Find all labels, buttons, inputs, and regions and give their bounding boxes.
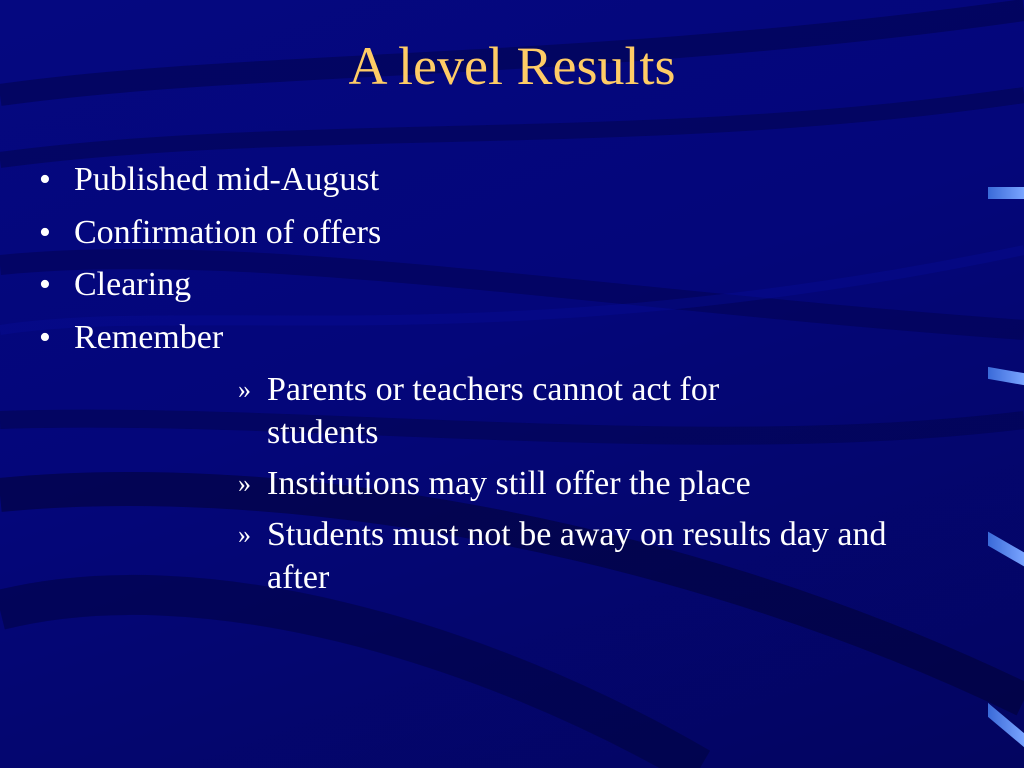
sub-bullet-item (238, 513, 958, 599)
bullet-icon: • (39, 213, 51, 251)
bullet-text: Remember (74, 318, 224, 356)
bullet-item (30, 263, 381, 316)
sub-bullet-text: Parents or teachers cannot act for students (267, 371, 720, 451)
swoosh-2 (0, 95, 1024, 160)
bullet-icon: • (39, 161, 51, 198)
chevron-right-icon: » (238, 375, 251, 404)
bullet-text: Published mid-August (74, 161, 380, 198)
sub-bullet-item (238, 462, 958, 505)
bullet-text: Confirmation of offers (74, 213, 382, 251)
sub-bullet-list (238, 368, 958, 607)
slide-title: A level Results (348, 36, 676, 96)
bullet-item (30, 158, 381, 211)
swoosh-6 (0, 595, 700, 768)
chevron-right-icon: » (238, 469, 251, 498)
sub-bullet-text: Students must not be away on results day and after (267, 516, 887, 596)
bullet-item (30, 316, 381, 369)
bullet-list (30, 158, 381, 368)
accent-tab-1 (988, 187, 1024, 199)
bullet-text: Clearing (74, 266, 192, 303)
sub-bullet-item (238, 368, 958, 454)
bullet-item (30, 211, 381, 264)
sub-bullet-text: Institutions may still offer the place (267, 465, 751, 502)
bullet-icon: • (39, 318, 51, 356)
chevron-right-icon: » (238, 520, 251, 549)
bullet-icon: • (39, 266, 51, 303)
